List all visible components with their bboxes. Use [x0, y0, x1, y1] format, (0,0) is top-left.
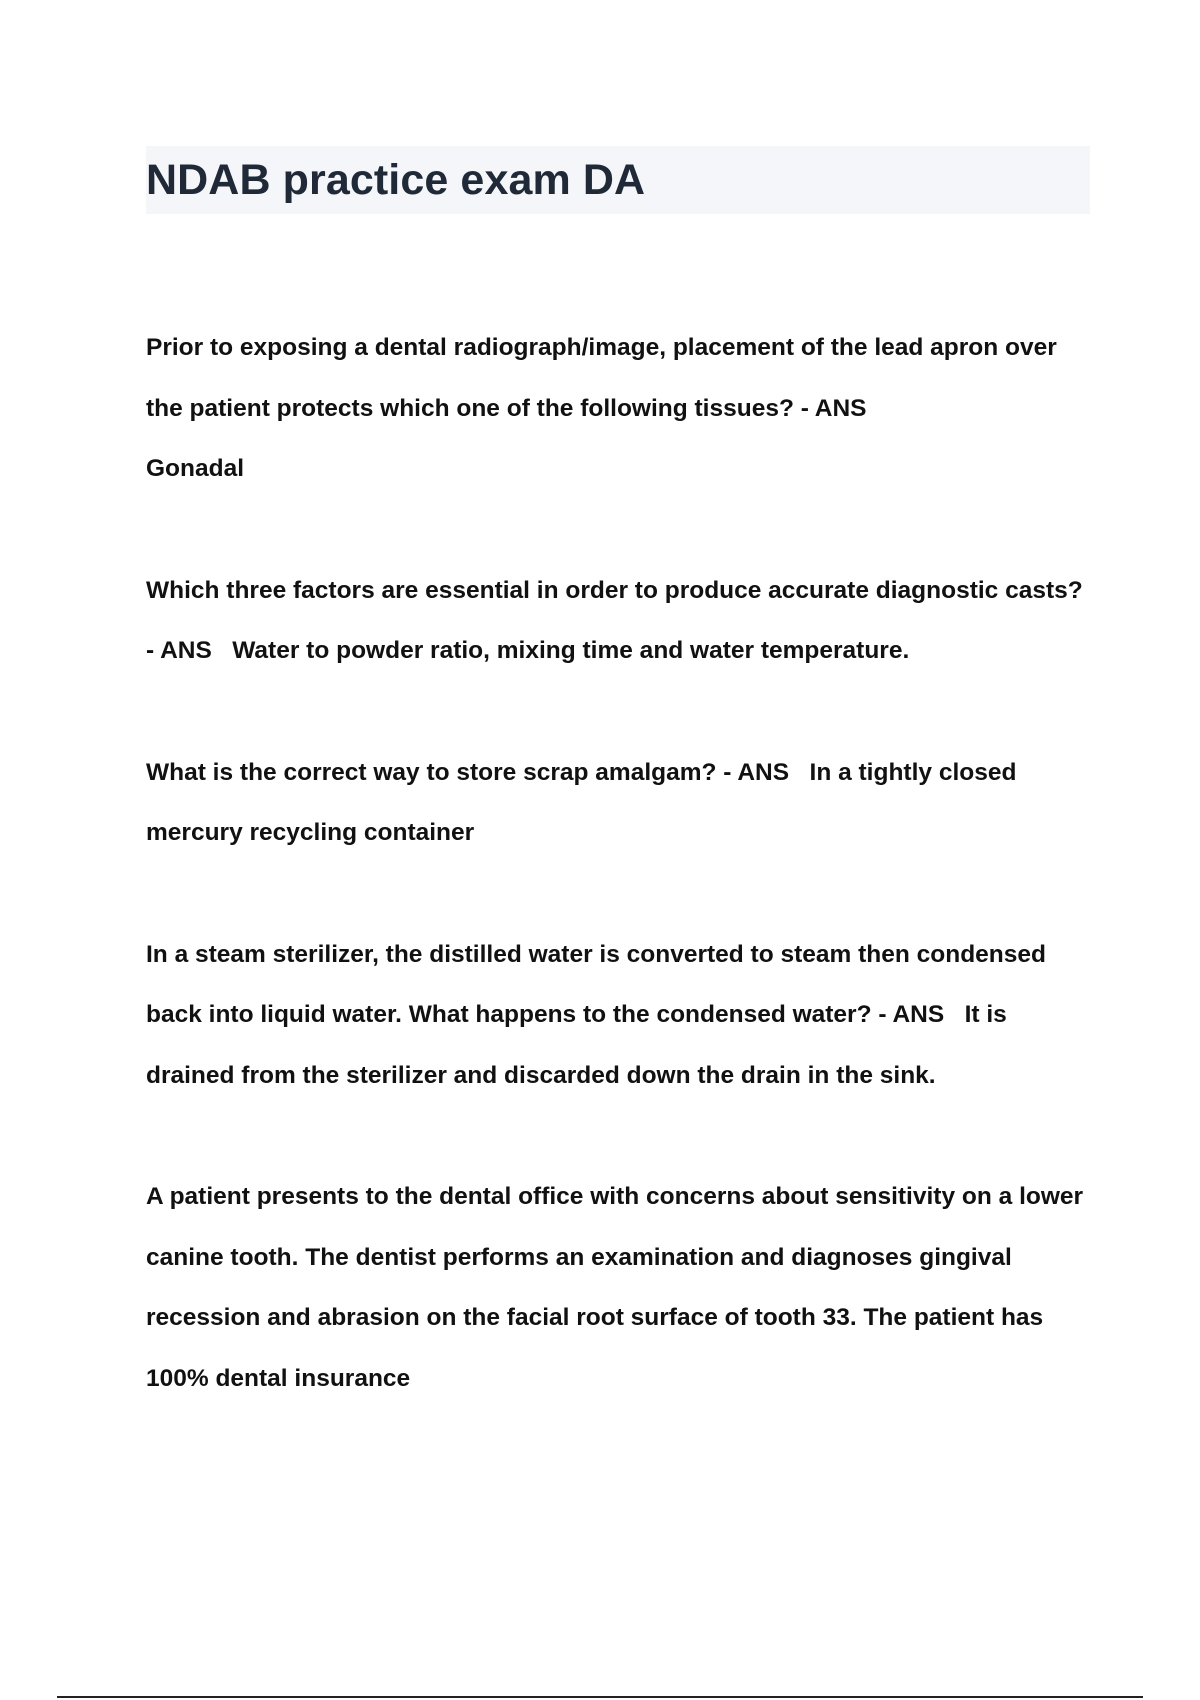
question-item-1: [146, 318, 1096, 500]
question-text: Which three factors are essential in order to produce accurate diagnostic casts? -: [146, 576, 1090, 664]
answer-text: In a tightly closed mercury recycling container: [146, 758, 1024, 846]
footer-divider: [57, 1696, 1143, 1698]
question-item-3: [146, 743, 1096, 864]
question-item-2: [146, 561, 1096, 682]
question-text: What is the correct way to store scrap amalgam? -: [146, 758, 738, 786]
answer-text: Gonadal: [146, 455, 245, 482]
question-text: In a steam sterilizer, the distilled water is converted to steam then condensed back into liquid water. What happens to the condensed water? -: [146, 940, 1053, 1028]
ans-label: ANS: [737, 758, 790, 786]
ans-label: ANS: [892, 1001, 945, 1028]
answer-text: Water to powder ratio, mixing time and water temperature.: [232, 637, 910, 664]
question-text: A patient presents to the dental office with concerns about sensitivity on a lower canine tooth. The dentist performs an examination and diagnoses gingival recession and abrasion on the facial root surface of tooth 33. The patient has 100% dental insurance: [146, 1183, 1090, 1392]
document-title: NDAB practice exam DA: [146, 155, 646, 204]
question-list: [146, 318, 1096, 1470]
question-text: Prior to exposing a dental radiograph/image, placement of the lead apron over the patient protects which one of the following tissues? -: [146, 334, 1064, 422]
answer-text: It is drained from the sterilizer and discarded down the drain in the sink.: [146, 1001, 1014, 1089]
ans-label: ANS: [160, 637, 212, 664]
question-item-4: [146, 925, 1096, 1107]
title-banner: [146, 146, 1090, 214]
question-item-5: [146, 1167, 1096, 1409]
ans-label: ANS: [814, 394, 867, 422]
